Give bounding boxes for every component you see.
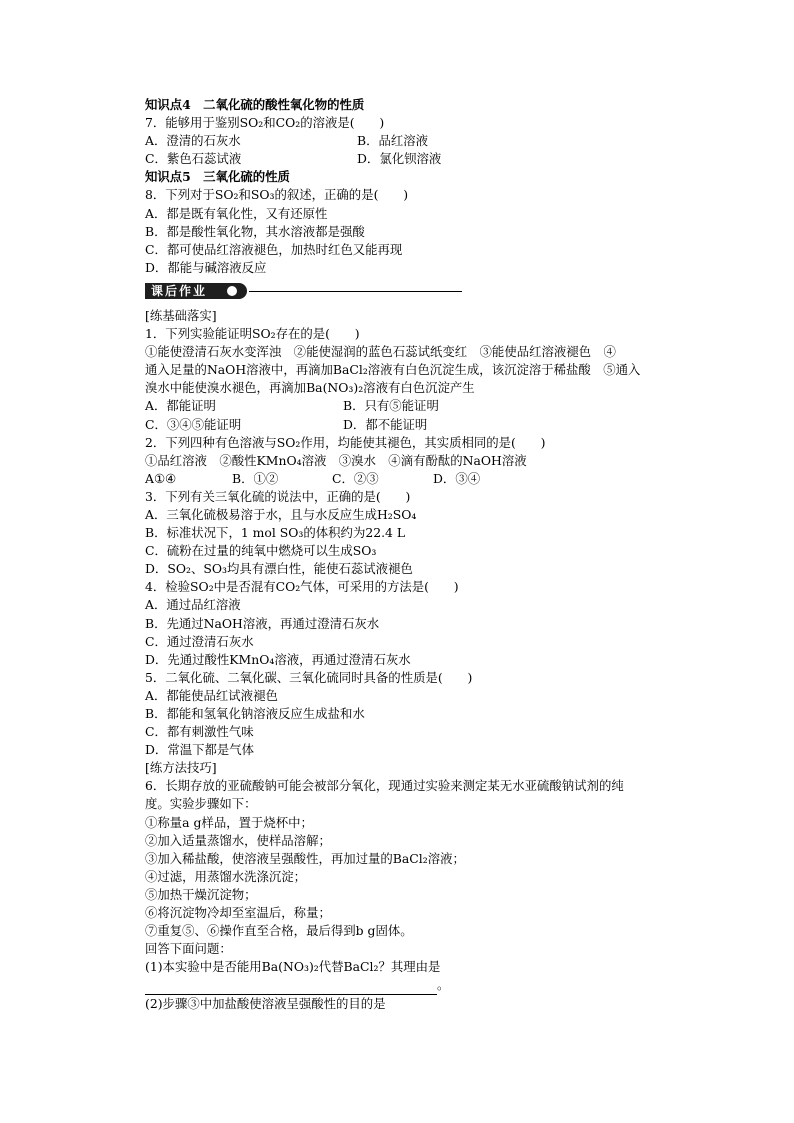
step-7: ⑦重复⑤、⑥操作直至合格，最后得到b g固体。 — [145, 923, 413, 939]
question-4-option-d: D．先通过酸性KMnO₄溶液，再通过澄清石灰水 — [145, 651, 411, 667]
question-7-option-c: C．紫色石蕊试液 — [145, 151, 242, 167]
question-2-option-b: B．①② — [232, 470, 279, 486]
question-1-statements-line-1: ①能使澄清石灰水变浑浊 ②能使湿润的蓝色石蕊试纸变红 ③能使品红溶液褪色 ④ — [145, 344, 616, 360]
question-8-option-d: D．都能与碱溶液反应 — [145, 259, 267, 275]
question-7-option-d: D．氯化钡溶液 — [357, 151, 442, 167]
question-6-stem-line-2: 度。实验步骤如下： — [145, 796, 257, 812]
question-3-option-c: C．硫粉在过量的纯氧中燃烧可以生成SO₃ — [145, 543, 377, 559]
question-5-option-b: B．都能和氢氧化钠溶液反应生成盐和水 — [145, 706, 365, 721]
part-basic-heading: [练基础落实] — [145, 307, 217, 323]
question-4-option-b: B．先通过NaOH溶液，再通过澄清石灰水 — [145, 615, 380, 631]
question-7-options-row-2 — [145, 150, 690, 168]
question-3-option-a: A．三氧化硫极易溶于水，且与水反应生成H₂SO₄ — [145, 506, 417, 522]
homework-section-tag: 课后作业 — [145, 283, 247, 299]
section-dot-icon — [227, 286, 237, 296]
homework-section-bar — [145, 281, 690, 303]
question-8-option-b: B．都是酸性氧化物，其水溶液都是强酸 — [145, 223, 365, 239]
question-1-options-row-1 — [145, 397, 690, 415]
step-4: ④过滤，用蒸馏水洗涤沉淀； — [145, 868, 307, 884]
question-2-option-d: D．③④ — [433, 470, 481, 486]
question-1-option-d: D．都不能证明 — [343, 416, 428, 432]
step-3: ③加入稀盐酸，使溶液呈强酸性，再加过量的BaCl₂溶液； — [145, 850, 465, 866]
question-2-options-row — [145, 470, 690, 488]
question-7-option-a: A．澄清的石灰水 — [145, 133, 241, 149]
question-7-option-b: B．品红溶液 — [357, 133, 429, 149]
question-1-stem: 1．下列实验能证明SO₂存在的是( ) — [145, 326, 360, 342]
step-5: ⑤加热干燥沉淀物； — [145, 886, 257, 902]
step-1: ①称量a g样品，置于烧杯中； — [145, 814, 313, 830]
knowledge-point-4-heading: 知识点4 二氧化硫的酸性氧化物的性质 — [145, 97, 365, 112]
question-1-option-b: B．只有⑤能证明 — [343, 398, 439, 414]
question-5-option-a: A．都能使品红试液褪色 — [145, 687, 278, 703]
question-1-statements-line-2: 通入足量的NaOH溶液中，再滴加BaCl₂溶液有白色沉淀生成，该沉淀溶于稀盐酸 ⑤通入 — [145, 362, 641, 378]
question-5-stem: 5．二氧化硫、二氧化碳、三氧化硫同时具备的性质是( ) — [145, 669, 473, 685]
question-8-option-a: A．都是既有氧化性，又有还原性 — [145, 205, 328, 221]
question-3-stem: 3．下列有关三氧化硫的说法中，正确的是( ) — [145, 488, 411, 504]
sub-question-1-answer-line — [145, 976, 690, 994]
question-2-stem: 2．下列四种有色溶液与SO₂作用，均能使其褪色，其实质相同的是( ) — [145, 434, 546, 450]
step-2: ②加入适量蒸馏水，使样品溶解； — [145, 832, 331, 848]
question-4-option-c: C．通过澄清石灰水 — [145, 633, 254, 649]
question-6-stem-line-1: 6．长期存放的亚硫酸钠可能会被部分氧化，现通过实验来测定某无水亚硫酸钠试剂的纯 — [145, 778, 624, 794]
question-4-stem: 4．检验SO₂中是否混有CO₂气体，可采用的方法是( ) — [145, 579, 459, 595]
question-1-statements-line-3: 溴水中能使溴水褪色，再滴加Ba(NO₃)₂溶液有白色沉淀产生 — [145, 380, 475, 396]
question-7-stem: 7．能够用于鉴别SO₂和CO₂的溶液是( ) — [145, 115, 385, 131]
question-2-option-c: C．②③ — [332, 470, 379, 486]
question-1-options-row-2 — [145, 416, 690, 434]
step-6: ⑥将沉淀物冷却至室温后，称量； — [145, 905, 331, 921]
question-8-option-c: C．都可使品红溶液褪色，加热时红色又能再现 — [145, 241, 403, 257]
answer-blank-end: 。 — [437, 977, 450, 993]
answer-blank — [145, 982, 437, 995]
sub-question-2: (2)步骤③中加盐酸使溶液呈强酸性的目的是 — [145, 995, 386, 1011]
question-7-options-row-1 — [145, 132, 690, 150]
question-4-option-a: A．通过品红溶液 — [145, 597, 241, 613]
question-2-option-a: A①④ — [145, 470, 177, 486]
answer-prompt: 回答下面问题： — [145, 941, 232, 957]
sub-question-1: (1)本实验中是否能用Ba(NO₃)₂代替BaCl₂？其理由是 — [145, 959, 441, 975]
question-3-option-d: D．SO₂、SO₃均具有漂白性，能使石蕊试液褪色 — [145, 561, 413, 577]
question-8-stem: 8．下列对于SO₂和SO₃的叙述，正确的是( ) — [145, 187, 409, 203]
knowledge-point-5-heading: 知识点5 三氧化硫的性质 — [145, 169, 290, 185]
part-method-heading: [练方法技巧] — [145, 760, 217, 776]
question-5-option-c: C．都有刺激性气味 — [145, 724, 254, 740]
document-body — [145, 96, 690, 1013]
question-2-statements: ①品红溶液 ②酸性KMnO₄溶液 ③溴水 ④滴有酚酞的NaOH溶液 — [145, 452, 527, 468]
question-3-option-b: B．标准状况下，1 mol SO₃的体积约为22.4 L — [145, 525, 406, 541]
question-1-option-a: A．都能证明 — [145, 398, 216, 414]
question-1-option-c: C．③④⑤能证明 — [145, 416, 242, 432]
question-5-option-d: D．常温下都是气体 — [145, 742, 255, 758]
section-divider-line — [249, 291, 462, 292]
